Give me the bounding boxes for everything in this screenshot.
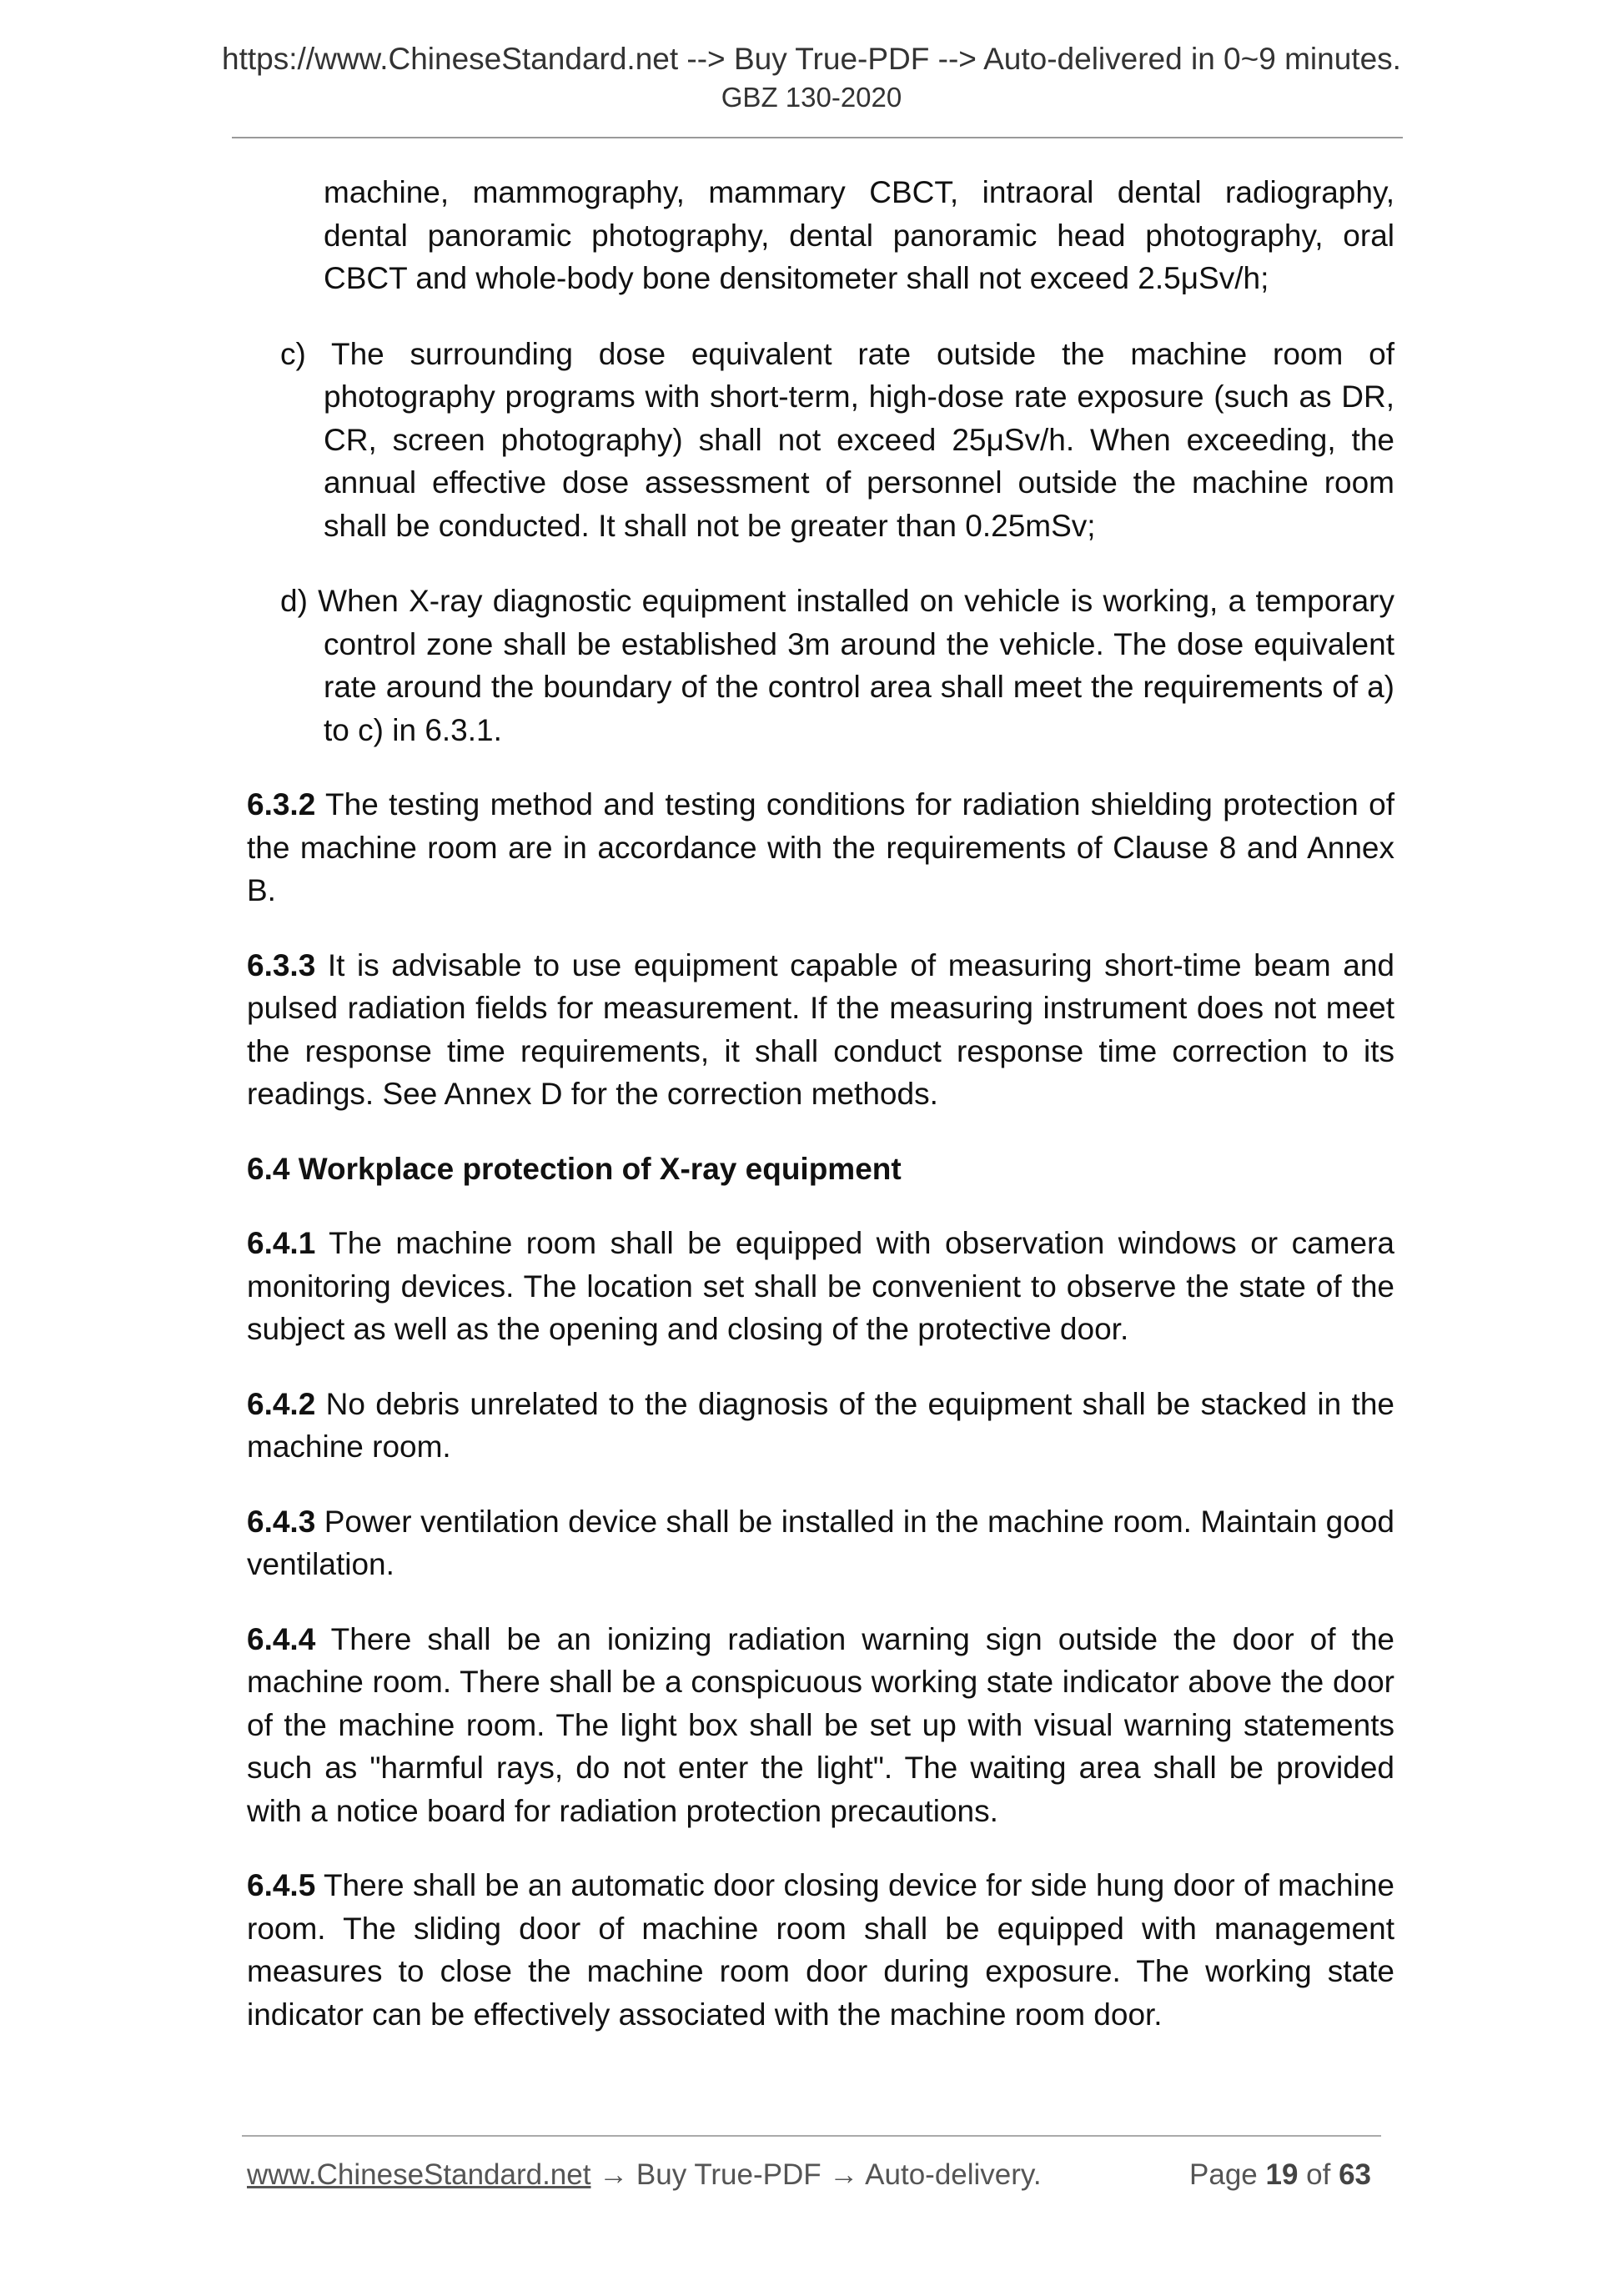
page-total: 63 (1339, 2158, 1371, 2191)
page-number: 19 (1265, 2158, 1299, 2191)
clause-6-4-2 (247, 1383, 1394, 1469)
page-label: Page (1189, 2158, 1266, 2191)
list-item-d: d) When X-ray diagnostic equipment installed on vehicle is working, a temporary control zone shall be established 3m around the vehicle. The dose equivalent rate around the boundary of the control area shall meet the requirements of a) to c) in 6.3.1. (280, 584, 1394, 747)
page-content (247, 171, 1394, 2036)
list-item-c: c) The surrounding dose equivalent rate outside the machine room of photography programs with short-term, high-dose rate exposure (such as DR, CR, screen photography) shall not exceed 25μSv/h. When exceeding, the annual effective dose assessment of personnel outside the machine room shall be conducted. It shall not be greater than 0.25mSv; (280, 336, 1394, 543)
clause-6-3-3 (247, 944, 1394, 1116)
clause-number: 6.4.4 (247, 1621, 316, 1656)
clause-text: There shall be an automatic door closing device for side hung door of machine room. The sliding door of machine room shall be equipped with management measures to close the machine room door during exposure. The working state indicator can be effectively associated with the machine room door. (247, 1868, 1394, 2032)
clause-text: There shall be an ionizing radiation warning sign outside the door of the machine room. There shall be a conspicuous working state indicator above the door of the machine room. The light box shall be set up with visual warning statements such as "harmful rays, do not enter the light". The waiting area shall be provided with a notice board for radiation protection precautions. (247, 1621, 1394, 1828)
clause-6-4-4 (247, 1618, 1394, 1833)
footer-left (247, 2160, 1042, 2189)
clause-text: Power ventilation device shall be installed in the machine room. Maintain good ventilation. (247, 1504, 1394, 1581)
clause-number: 6.4.2 (247, 1386, 316, 1421)
clause-6-4-3 (247, 1500, 1394, 1586)
top-banner: https://www.ChineseStandard.net --> Buy True-PDF --> Auto-delivered in 0~9 minutes. (222, 42, 1401, 76)
clause-text: The testing method and testing conditions for radiation shielding protection of the machine room are in accordance with the requirements of Clause 8 and Annex B. (247, 787, 1394, 907)
of-label: of (1298, 2158, 1339, 2191)
clause-number: 6.4.5 (247, 1868, 316, 1902)
clause-6-3-2 (247, 783, 1394, 912)
clause-text: The machine room shall be equipped with observation windows or camera monitoring devices. The location set shall be convenient to observe the state of the subject as well as the opening and closing of the protective door. (247, 1226, 1394, 1346)
page-indicator (1189, 2160, 1371, 2189)
clause-number: 6.3.2 (247, 787, 316, 821)
footer-divider (242, 2135, 1381, 2137)
clause-6-4-5 (247, 1864, 1394, 2036)
footer-tagline: → Buy True-PDF → Auto-delivery. (590, 2158, 1042, 2191)
clause-number: 6.4.3 (247, 1504, 316, 1539)
clause-text: No debris unrelated to the diagnosis of the equipment shall be stacked in the machine room. (247, 1386, 1394, 1464)
clause-text: It is advisable to use equipment capable of measuring short-time beam and pulsed radiation fields for measurement. If the measuring instrument does not meet the response time requirements, it shall conduct response time correction to its readings. See Annex D for the correction methods. (247, 947, 1394, 1111)
section-heading-6-4: 6.4 Workplace protection of X-ray equipment (247, 1151, 902, 1186)
clause-number: 6.3.3 (247, 947, 316, 982)
clause-number: 6.4.1 (247, 1226, 316, 1260)
site-link[interactable]: www.ChineseStandard.net (247, 2158, 591, 2191)
clause-6-4-1 (247, 1222, 1394, 1351)
list-item-b-continuation: machine, mammography, mammary CBCT, intraoral dental radiography, dental panoramic photography, dental panoramic head photography, oral CBCT and whole-body bone densitometer shall not exceed 2.5μSv/h; (324, 175, 1394, 295)
document-code: GBZ 130-2020 (721, 82, 902, 113)
header-divider (232, 137, 1403, 138)
